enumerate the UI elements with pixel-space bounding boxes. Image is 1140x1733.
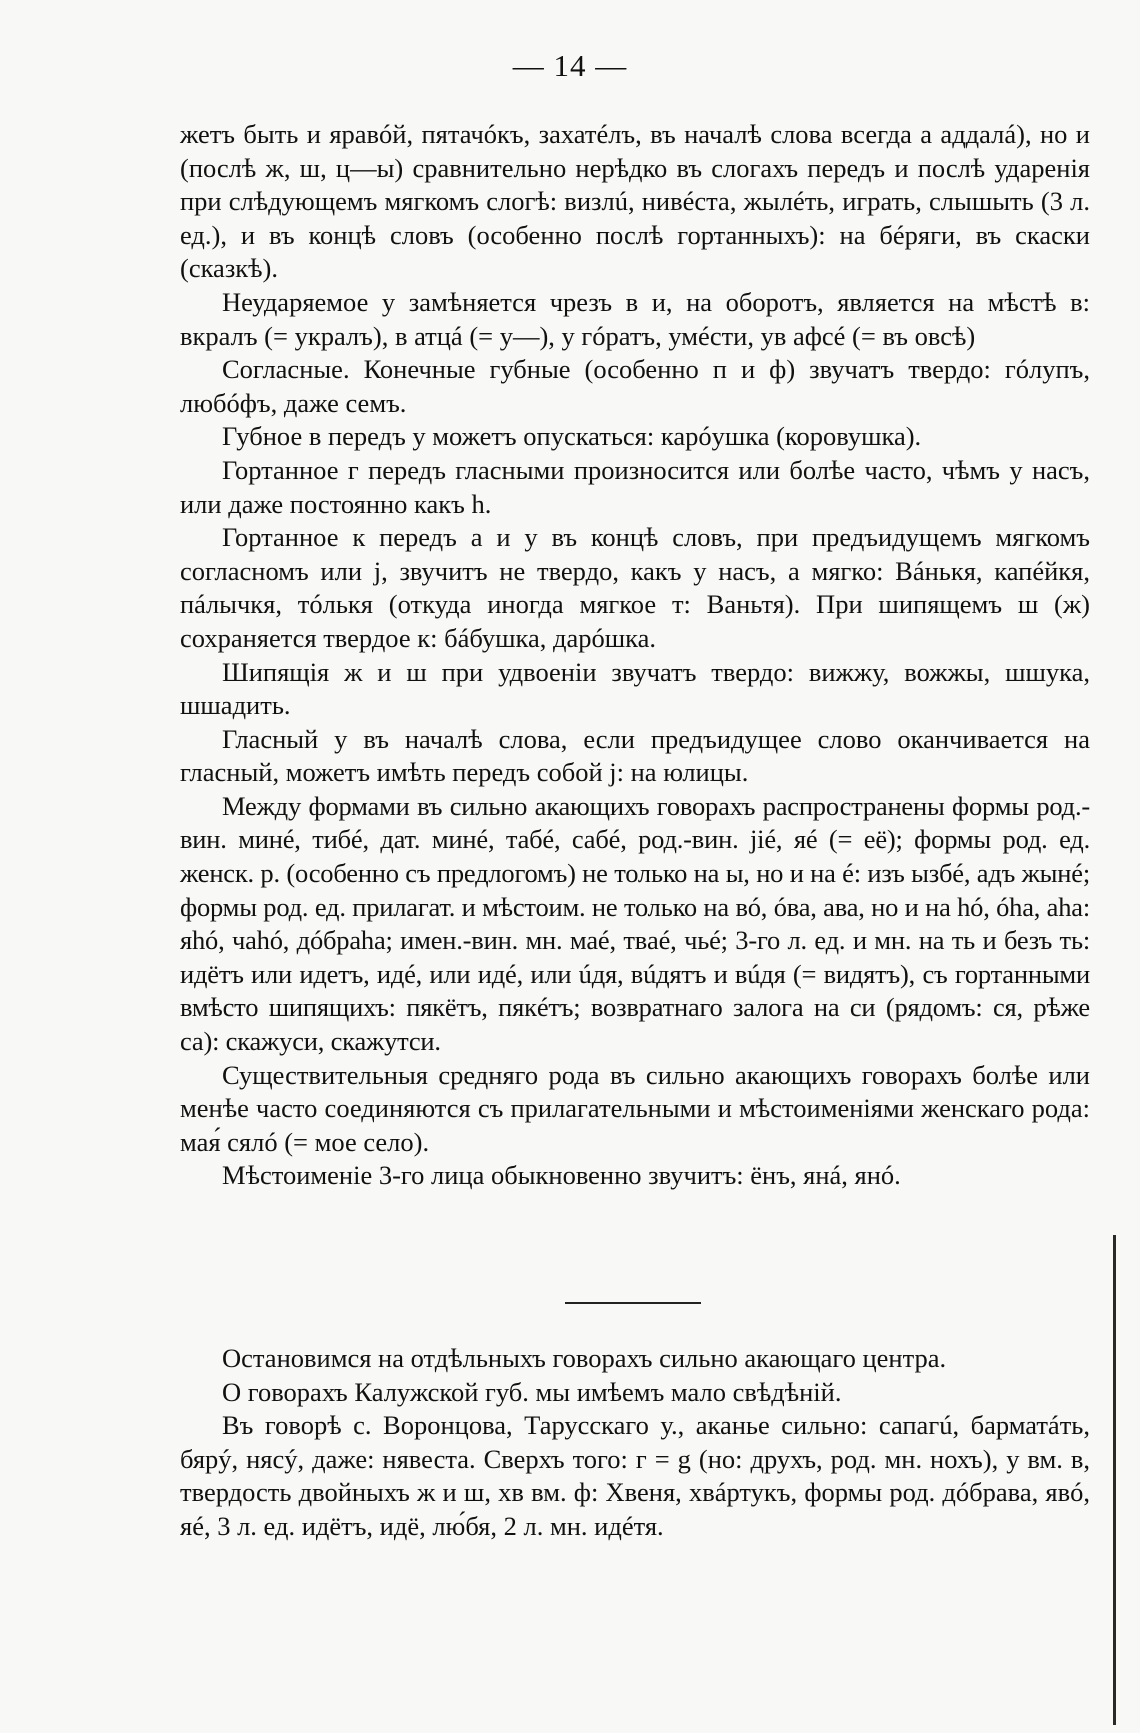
- paragraph-forms: Между формами въ сильно акающихъ говорахъ распространены формы род.-вин. минé, тибé, дат. минé, табé, сабé, род.-вин. jié, яé (= её); формы род. ед. женск. р. (особенно съ предлогомъ) не только на ы, но и на é: изъ ызбé, адъ жынé; формы род. ед. прилагат. и мѣстоим. не только на вó, óва, ава, но и на hó, óhа, аhа: яhó, чаhó, дóбраhа; имен.-вин. мн. маé, твaé, чьé; 3-го л. ед. и мн. на ть и безъ ть: идётъ или идетъ, идé, или идé, или úдя, вúдятъ и вúдя (= видятъ), съ гортанными вмѣсто шипящихъ: пякётъ, пякéтъ; возвратнаго залога на си (рядомъ: ся, рѣже са): скажуси, скажутси.: [180, 790, 1090, 1057]
- paragraph-neuter-nouns: Существительныя средняго рода въ сильно акающихъ говорахъ болѣе или менѣе часто соединяются съ прилагательными и мѣстоименіями женскаго рода: мая́ сялó (= мое село).: [180, 1059, 1090, 1157]
- paragraph-vowel-u: Гласный у въ началѣ слова, если предъидущее слово оканчивается на гласный, можетъ имѣть передъ собой j: на юлицы.: [180, 723, 1090, 788]
- paragraph-kaluga: О говорахъ Калужской губ. мы имѣемъ мало свѣдѣній.: [222, 1376, 842, 1407]
- paragraph-guttural-g: Гортанное г передъ гласными произносится или болѣе часто, чѣмъ у насъ, или даже постоянно какъ h.: [180, 454, 1090, 519]
- second-text-block: [180, 1342, 1090, 1544]
- paragraph-dialects-intro: Остановимся на отдѣльныхъ говорахъ сильно акающаго центра.: [222, 1343, 947, 1373]
- paragraph-consonants: Согласные. Конечные губные (особенно п и ф) звучатъ твердо: гóлупъ, любóфъ, даже семъ.: [180, 354, 1090, 418]
- scan-edge-line: [1113, 1235, 1116, 1725]
- paragraph-continuation: жетъ быть и яравóй, пятачóкъ, захатéлъ, въ началѣ слова всегда а аддалá), но и (послѣ ж, ш, ц—ы) сравнительно нерѣдко въ слогахъ передъ и послѣ ударенія при слѣдующемъ мягкомъ слогѣ: визлú, нивéста, жылéть, играть, слышыть (3 л. ед.), и въ концѣ словъ (особенно послѣ гортанныхъ): на бéряги, въ скаски (сказкѣ).: [180, 119, 1090, 284]
- paragraph-unstressed-u: Неударяемое у замѣняется чрезъ в и, на оборотъ, является на мѣстѣ в: вкралъ (= укралъ), в атцá (= у—), у гóратъ, умéсти, ув афсé (= въ овсѣ): [180, 286, 1090, 351]
- paragraph-sibilants: Шипящія ж и ш при удвоеніи звучатъ твердо: вижжу, вожжы, шшука, шшадить.: [180, 656, 1090, 721]
- main-text-block: [180, 118, 1090, 1193]
- section-divider: [565, 1302, 701, 1304]
- paragraph-pronoun: Мѣстоименіе 3-го лица обыкновенно звучитъ: ёнъ, янá, янó.: [222, 1160, 901, 1191]
- paragraph-labial-v: Губное в передъ у можетъ опускаться: карóушка (коровушка).: [222, 421, 922, 452]
- paragraph-guttural-k: Гортанное к передъ а и у въ концѣ словъ, при предъидущемъ мягкомъ согласномъ или j, звучитъ не твердо, какъ у насъ, а мягко: Вáнькя, капéйкя, пáлычкя, тóлькя (откуда иногда мягкое т: Ваньтя). При шипящемъ ш (ж) сохраняется твердое к: бáбушка, дарóшка.: [180, 522, 1090, 653]
- paragraph-vorontsovo: Въ говорѣ с. Воронцова, Тарусскаго у., аканье сильно: сапагú, барматáть, бярý, нясý, даже: нявеста. Сверхъ того: г = g (но: друхъ, род. мн. нохъ), у вм. в, твердость двойныхъ ж и ш, хв вм. ф: Хвеня, хвáртукъ, формы род. дóбрава, явó, яé, 3 л. ед. идётъ, идё, лю́бя, 2 л. мн. идéтя.: [180, 1410, 1090, 1541]
- page-number: — 14 —: [512, 48, 628, 83]
